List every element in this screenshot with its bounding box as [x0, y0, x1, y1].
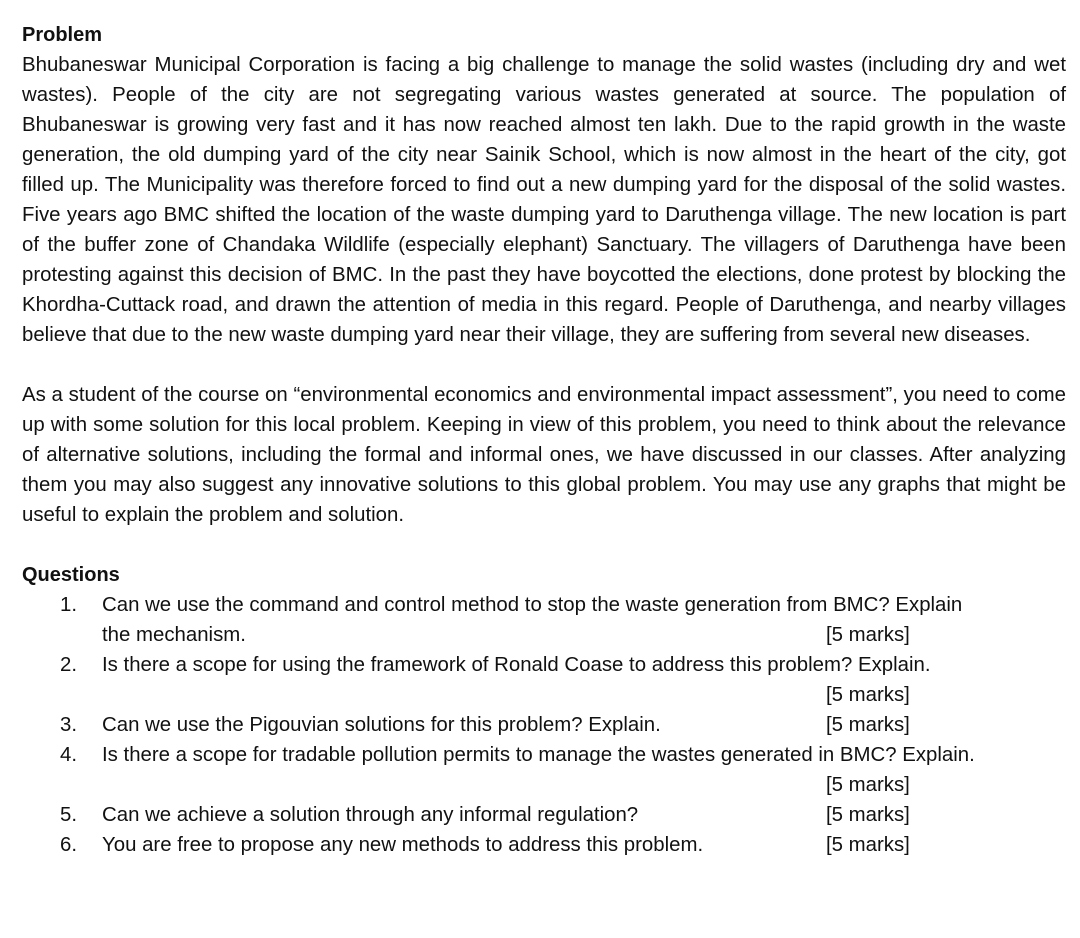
- question-item-1: [22, 590, 1066, 650]
- problem-paragraph-1: Bhubaneswar Municipal Corporation is facing a big challenge to manage the solid wastes (including dry and wet wastes). People of the city are not segregating various wastes generated at source. The population of Bhubaneswar is growing very fast and it has now reached almost ten lakh. Due to the rapid growth in the waste generation, the old dumping yard of the city near Sainik School, which is now almost in the heart of the city, got filled up. The Municipality was therefore forced to find out a new dumping yard for the disposal of the solid wastes. Five years ago BMC shifted the location of the waste dumping yard to Daruthenga village. The new location is part of the buffer zone of Chandaka Wildlife (especially elephant) Sanctuary. The villagers of Daruthenga have been protesting against this decision of BMC. In the past they have boycotted the elections, done protest by blocking the Khordha-Cuttack road, and drawn the attention of media in this regard. People of Daruthenga, and nearby villages believe that due to the new waste dumping yard near their village, they are suffering from several new diseases.: [22, 54, 1066, 346]
- question-number: 4.: [60, 744, 78, 766]
- question-marks: [5 marks]: [826, 804, 910, 826]
- question-text: Can we use the Pigouvian solutions for this problem? Explain.: [102, 714, 661, 736]
- document-page: [22, 20, 1066, 860]
- question-marks: [5 marks]: [826, 774, 910, 796]
- question-item-2: [22, 650, 1066, 710]
- question-number: 1.: [60, 594, 78, 616]
- question-item-4: [22, 740, 1066, 800]
- question-item-5: [22, 800, 1066, 830]
- question-marks: [5 marks]: [826, 714, 910, 736]
- question-text: Can we use the command and control method to stop the waste generation from BMC? Explain: [102, 594, 963, 616]
- question-line: [102, 800, 1066, 830]
- problem-heading: Problem: [22, 24, 103, 46]
- question-number: 2.: [60, 654, 78, 676]
- question-line: [102, 770, 1066, 800]
- question-marks: [5 marks]: [826, 624, 910, 646]
- question-line: [102, 680, 1066, 710]
- question-line: [102, 590, 1066, 620]
- question-text: Is there a scope for tradable pollution permits to manage the wastes generated in BMC? Explain.: [102, 744, 975, 766]
- question-line: [102, 740, 1066, 770]
- question-text: Can we achieve a solution through any informal regulation?: [102, 804, 639, 826]
- question-item-6: [22, 830, 1066, 860]
- question-text: Is there a scope for using the framework of Ronald Coase to address this problem? Explain.: [102, 654, 931, 676]
- question-marks: [5 marks]: [826, 684, 910, 706]
- question-number: 6.: [60, 834, 78, 856]
- question-line: [102, 710, 1066, 740]
- question-marks: [5 marks]: [826, 834, 910, 856]
- question-line: [102, 830, 1066, 860]
- questions-heading: Questions: [22, 564, 120, 586]
- question-item-3: [22, 710, 1066, 740]
- question-line: [102, 620, 1066, 650]
- question-number: 3.: [60, 714, 78, 736]
- question-text: You are free to propose any new methods to address this problem.: [102, 834, 704, 856]
- question-number: 5.: [60, 804, 78, 826]
- problem-paragraph-2: As a student of the course on “environmental economics and environmental impact assessment”, you need to come up with some solution for this local problem. Keeping in view of this problem, you need to think about the relevance of alternative solutions, including the formal and informal ones, we have discussed in our classes. After analyzing them you may also suggest any innovative solutions to this global problem. You may use any graphs that might be useful to explain the problem and solution.: [22, 384, 1066, 526]
- question-line: [102, 650, 1066, 680]
- questions-list: [22, 590, 1066, 860]
- paragraph-gap: [22, 350, 1066, 380]
- section-gap: [22, 530, 1066, 560]
- question-text-continued: the mechanism.: [102, 624, 246, 646]
